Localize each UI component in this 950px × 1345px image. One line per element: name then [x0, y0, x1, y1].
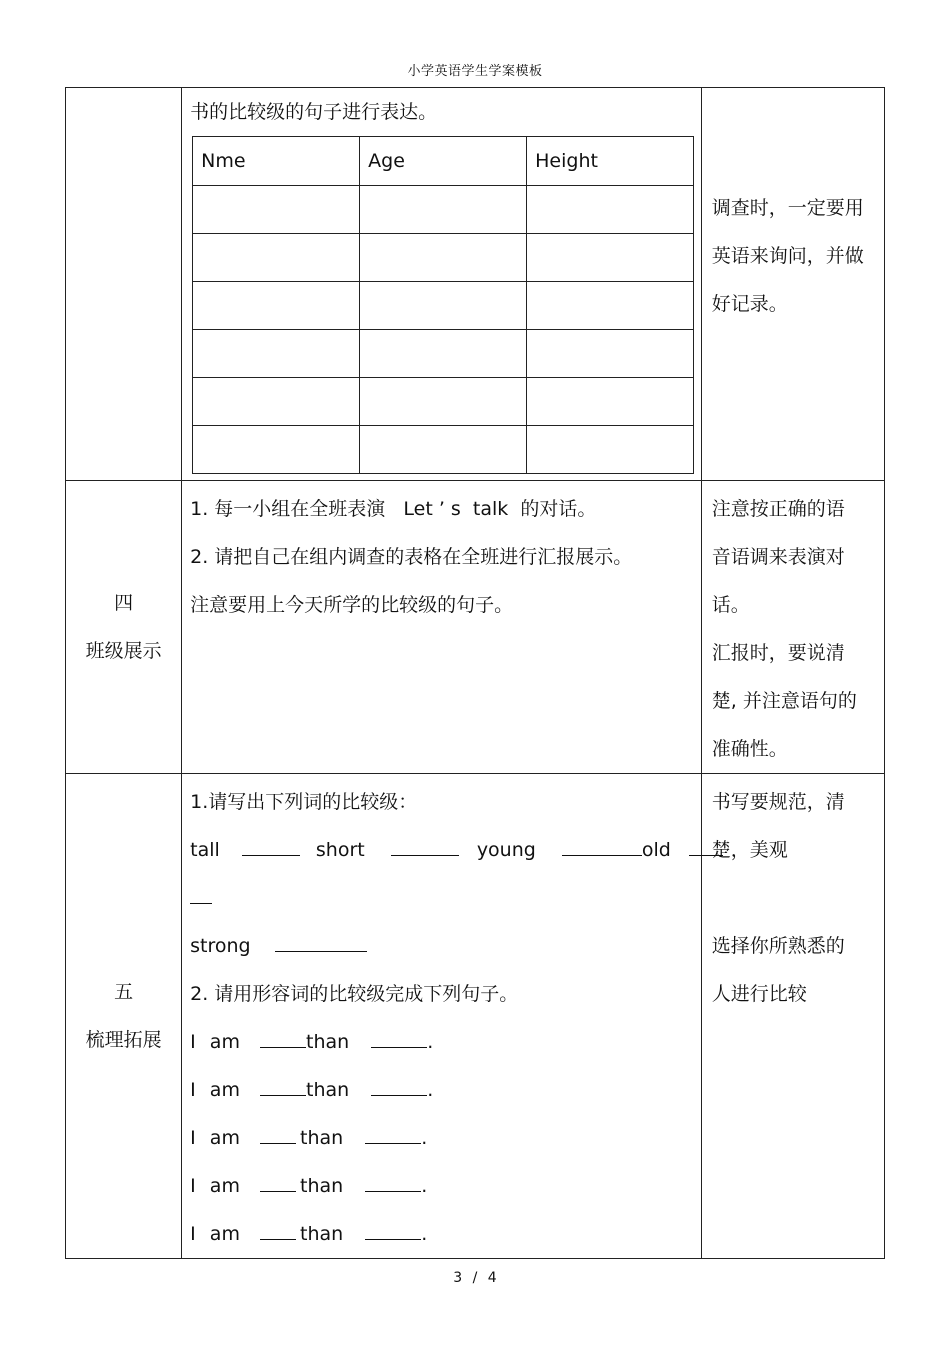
stage-number: 四 [114, 592, 134, 614]
note-line: 好记录。 [711, 293, 788, 315]
survey-cell[interactable] [193, 330, 360, 378]
note-line: 话。 [711, 594, 750, 616]
blank-adjective[interactable] [260, 1125, 296, 1144]
words-line [190, 826, 701, 874]
note-line: 音语调来表演对 [711, 546, 845, 568]
survey-cell[interactable] [527, 282, 694, 330]
task-2-title: 2. 请用形容词的比较级完成下列句子。 [190, 983, 519, 1005]
sentence-line [190, 1066, 701, 1114]
survey-header-age: Age [360, 137, 527, 186]
task-1-title: 1.请写出下列词的比较级： [190, 791, 418, 813]
note-line: 楚, 并注意语句的 [711, 690, 857, 712]
word-i: I [190, 1223, 196, 1245]
blank-person[interactable] [371, 1077, 427, 1096]
word-i: I [190, 1127, 196, 1149]
show-task-1: 1. 每一小组在全班表演 Let ’ s talk 的对话。 [190, 498, 597, 520]
stage-cell-review [66, 774, 182, 1259]
table-row [193, 330, 694, 378]
blank-person[interactable] [371, 1029, 427, 1048]
survey-intro-text: 书的比较级的句子进行表达。 [190, 101, 438, 123]
table-row [193, 234, 694, 282]
survey-cell[interactable] [527, 378, 694, 426]
review-content-cell [182, 774, 702, 1259]
blank-person[interactable] [365, 1221, 421, 1240]
blank-short[interactable] [391, 837, 459, 856]
sentence-line [190, 1210, 701, 1258]
sentence-line [190, 1162, 701, 1210]
survey-cell[interactable] [360, 234, 527, 282]
page-header: 小学英语学生学案模板 [407, 64, 543, 79]
blank-adjective[interactable] [260, 1029, 306, 1048]
note-line: 调查时，一定要用 [711, 197, 864, 219]
survey-cell[interactable] [360, 186, 527, 234]
blank-adjective[interactable] [260, 1173, 296, 1192]
show-task-note: 注意要用上今天所学的比较级的句子。 [190, 594, 514, 616]
note-line: 准确性。 [711, 738, 788, 760]
survey-cell[interactable] [193, 186, 360, 234]
note-line: 选择你所熟悉的 [711, 935, 845, 957]
show-note-cell [701, 481, 884, 774]
note-line: 书写要规范，清 [711, 791, 845, 813]
word-am: am [209, 1223, 240, 1245]
note-line: 注意按正确的语 [711, 498, 845, 520]
stage-number: 五 [114, 981, 134, 1003]
word-i: I [190, 1079, 196, 1101]
survey-cell[interactable] [527, 234, 694, 282]
review-note-cell [701, 774, 884, 1259]
word-am: am [209, 1031, 240, 1053]
page-number: 3 / 4 [453, 1270, 497, 1286]
survey-cell[interactable] [527, 330, 694, 378]
blank-person[interactable] [365, 1125, 421, 1144]
review-row [66, 774, 885, 1259]
show-content-cell [182, 481, 702, 774]
blank-adjective[interactable] [260, 1077, 306, 1096]
survey-cell[interactable] [360, 330, 527, 378]
table-row [193, 186, 694, 234]
survey-content-cell [182, 88, 702, 481]
word-than: than [300, 1175, 344, 1197]
period: . [421, 1223, 428, 1245]
note-line: 人进行比较 [711, 983, 807, 1005]
survey-cell[interactable] [193, 378, 360, 426]
blank-young[interactable] [562, 837, 642, 856]
survey-table-header [193, 137, 694, 186]
word-i: I [190, 1031, 196, 1053]
word-than: than [300, 1223, 344, 1245]
table-row [193, 426, 694, 474]
note-line: 楚，美观 [711, 839, 788, 861]
survey-cell[interactable] [527, 186, 694, 234]
stage-name: 梳理拓展 [85, 1029, 162, 1051]
blank-strong[interactable] [275, 933, 367, 952]
blank-old-continued[interactable] [190, 885, 212, 904]
survey-cell[interactable] [360, 378, 527, 426]
note-line: 汇报时，要说清 [711, 642, 845, 664]
table-row [193, 282, 694, 330]
word-short: short [315, 839, 365, 861]
survey-cell[interactable] [193, 282, 360, 330]
word-than: than [306, 1031, 350, 1053]
lesson-plan-table [65, 87, 885, 1259]
word-am: am [209, 1127, 240, 1149]
survey-cell[interactable] [193, 426, 360, 474]
survey-table [192, 136, 694, 474]
period: . [421, 1127, 428, 1149]
survey-header-name: Nme [193, 137, 360, 186]
word-strong: strong [190, 935, 251, 957]
sentence-line [190, 1018, 701, 1066]
period: . [421, 1175, 428, 1197]
word-am: am [209, 1175, 240, 1197]
words-line-2 [190, 922, 701, 970]
word-young: young [476, 839, 536, 861]
word-old: old [641, 839, 671, 861]
table-row [193, 378, 694, 426]
survey-note-cell [701, 88, 884, 481]
period: . [427, 1079, 434, 1101]
sentence-line [190, 1114, 701, 1162]
survey-cell[interactable] [193, 234, 360, 282]
word-am: am [209, 1079, 240, 1101]
survey-cell[interactable] [527, 426, 694, 474]
note-line: 英语来询问，并做 [711, 245, 864, 267]
show-task-2: 2. 请把自己在组内调查的表格在全班进行汇报展示。 [190, 546, 633, 568]
blank-tall[interactable] [242, 837, 300, 856]
blank-adjective[interactable] [260, 1221, 296, 1240]
blank-person[interactable] [365, 1173, 421, 1192]
survey-row [66, 88, 885, 481]
words-line-wrap [190, 874, 701, 922]
class-show-row [66, 481, 885, 774]
survey-cell[interactable] [360, 282, 527, 330]
survey-header-height: Height [527, 137, 694, 186]
word-i: I [190, 1175, 196, 1197]
word-than: than [300, 1127, 344, 1149]
stage-cell-show [66, 481, 182, 774]
word-than: than [306, 1079, 350, 1101]
survey-cell[interactable] [360, 426, 527, 474]
word-tall: tall [190, 839, 220, 861]
stage-name: 班级展示 [85, 640, 162, 662]
stage-cell-empty [66, 88, 182, 481]
period: . [427, 1031, 434, 1053]
